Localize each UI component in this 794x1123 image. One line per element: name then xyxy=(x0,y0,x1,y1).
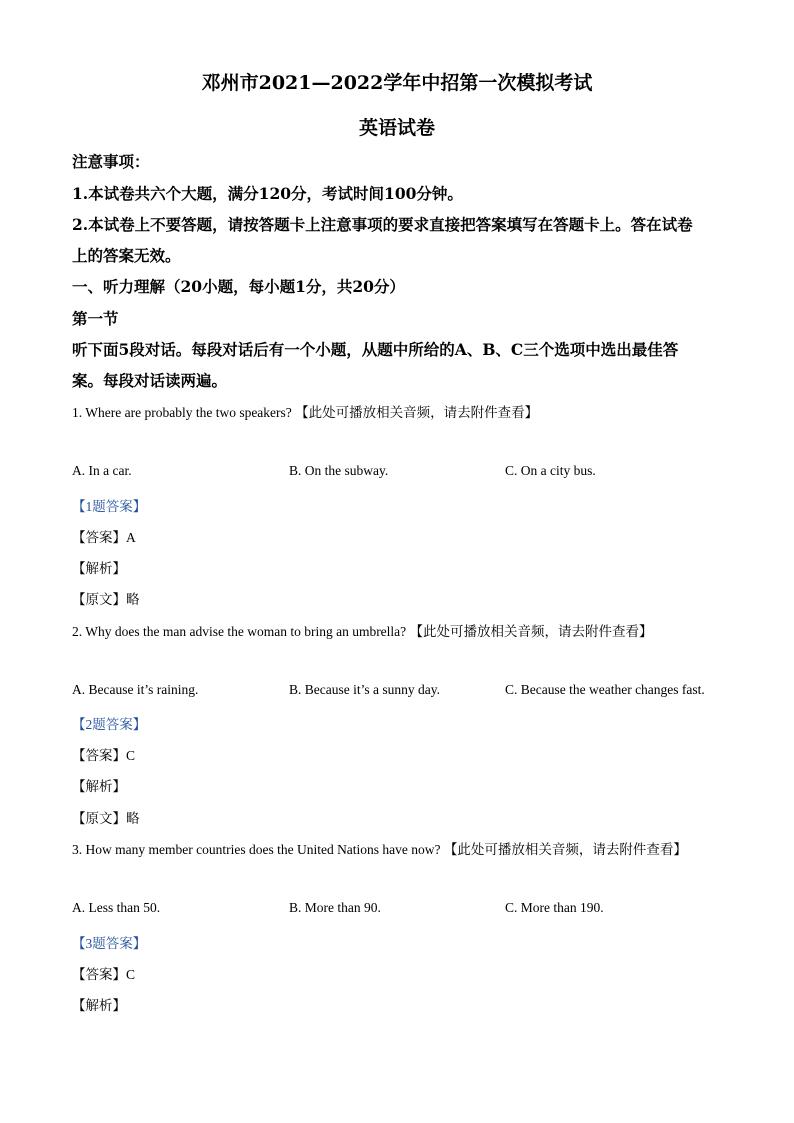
question-1-option-a: A. In a car. xyxy=(72,463,132,478)
question-1-answer-header: 【1题答案】 xyxy=(72,499,147,514)
instruction-line-1: 听下面5段对话。每段对话后有一个小题，从题中所给的A、B、C三个选项中选出最佳答 xyxy=(72,340,679,359)
question-3-answer: 【答案】C xyxy=(72,967,136,982)
question-2-analysis: 【解析】 xyxy=(72,779,126,794)
question-2-option-b: B. Because it’s a sunny day. xyxy=(289,682,440,697)
section-heading: 一、听力理解（20小题，每小题1分，共20分） xyxy=(72,277,405,296)
section-part: 第一节 xyxy=(72,309,119,328)
question-1-text: 1. Where are probably the two speakers? 【此处可播放相关音频，请去附件查看】 xyxy=(72,405,539,420)
question-3-text: 3. How many member countries does the United Nations have now? 【此处可播放相关音频，请去附件查看】 xyxy=(72,842,687,857)
question-2-text: 2. Why does the man advise the woman to bring an umbrella? 【此处可播放相关音频，请去附件查看】 xyxy=(72,624,653,639)
question-2-answer-header: 【2题答案】 xyxy=(72,717,147,732)
question-3-option-b: B. More than 90. xyxy=(289,900,381,915)
question-1-original: 【原文】略 xyxy=(72,592,140,607)
question-1-analysis: 【解析】 xyxy=(72,561,126,576)
question-3-answer-header: 【3题答案】 xyxy=(72,936,147,951)
notes-item-2-line-2: 上的答案无效。 xyxy=(72,246,181,265)
notes-item-1: 1.本试卷共六个大题，满分120分，考试时间100分钟。 xyxy=(72,184,463,203)
notes-heading: 注意事项： xyxy=(72,152,150,171)
question-2-option-a: A. Because it’s raining. xyxy=(72,682,199,697)
question-3-option-c: C. More than 190. xyxy=(505,900,604,915)
question-1-option-b: B. On the subway. xyxy=(289,463,389,478)
question-3-option-a: A. Less than 50. xyxy=(72,900,161,915)
question-1-answer: 【答案】A xyxy=(72,530,136,545)
exam-title: 邓州市2021—2022学年中招第一次模拟考试 xyxy=(201,72,593,94)
question-2-original: 【原文】略 xyxy=(72,811,140,826)
notes-item-2-line-1: 2.本试卷上不要答题，请按答题卡上注意事项的要求直接把答案填写在答题卡上。答在试卷 xyxy=(72,215,693,234)
question-1-option-c: C. On a city bus. xyxy=(505,463,596,478)
instruction-line-2: 案。每段对话读两遍。 xyxy=(72,371,228,390)
question-2-option-c: C. Because the weather changes fast. xyxy=(505,682,705,697)
exam-subtitle: 英语试卷 xyxy=(358,117,435,139)
question-2-answer: 【答案】C xyxy=(72,748,136,763)
question-3-analysis: 【解析】 xyxy=(72,998,126,1013)
